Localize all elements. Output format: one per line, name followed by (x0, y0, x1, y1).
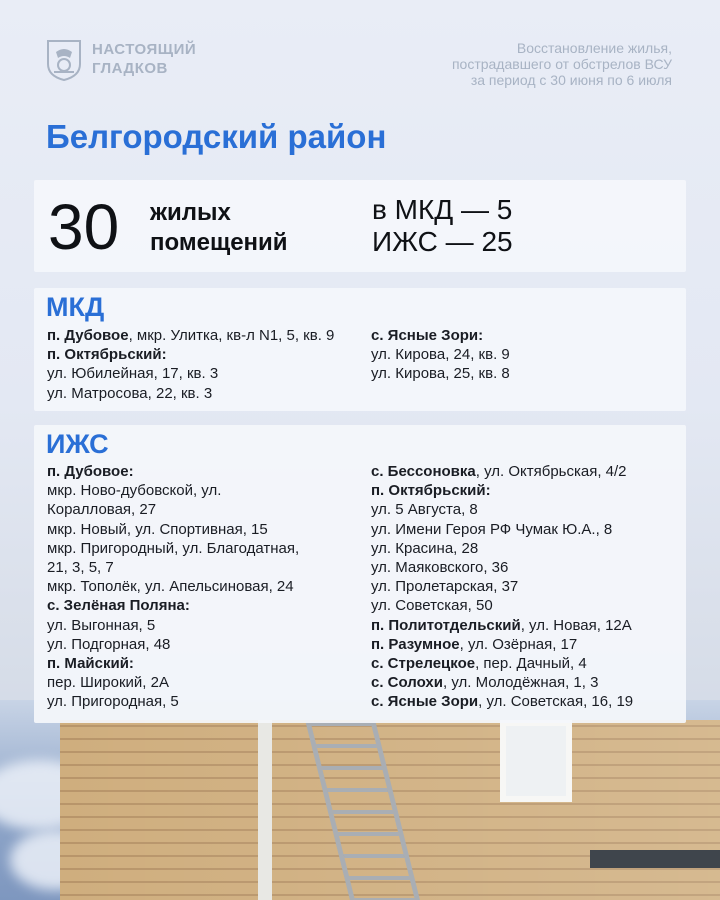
address-text: ул. Кирова, 24, кв. 9 (371, 346, 510, 364)
address-line (47, 558, 299, 577)
address-text: , ул. Октябрьская, 4/2 (475, 463, 627, 480)
address-line (47, 692, 299, 711)
address-text: пер. Широкий, 2А (47, 674, 169, 692)
address-text: ул. Подгорная, 48 (47, 635, 171, 653)
mkd-title: МКД (46, 292, 105, 322)
address-text: мкр. Тополёк, ул. Апельсиновая, 24 (47, 578, 294, 596)
window (500, 720, 572, 802)
address-text: 21, 3, 5, 7 (47, 559, 114, 577)
address-line (371, 635, 633, 654)
mkd-card (34, 288, 686, 411)
address-line (47, 635, 299, 654)
locality-name: п. Разумное (371, 635, 460, 653)
locality-name: с. Ясные Зори (371, 693, 479, 711)
dwelling-split (372, 194, 513, 258)
dwelling-count: 30 (48, 191, 120, 263)
locality-name: с. Зелёная Поляна: (47, 597, 190, 615)
address-line (47, 654, 299, 673)
address-text: ул. Матросова, 22, кв. 3 (47, 384, 213, 402)
address-line (47, 539, 299, 558)
brand-line-1: НАСТОЯЩИЙ (92, 41, 197, 58)
coat-of-arms-icon (46, 38, 82, 82)
izs-title: ИЖС (46, 429, 109, 459)
locality-name: п. Октябрьский: (371, 482, 491, 500)
address-line (47, 520, 299, 539)
address-text: ул. Выгонная, 5 (47, 616, 156, 634)
drain-pipe (258, 720, 272, 900)
address-line (371, 577, 633, 596)
address-text: , ул. Озёрная, 17 (459, 635, 578, 653)
address-line (371, 558, 633, 577)
izs-address-list-left (47, 462, 299, 712)
roof-edge (590, 850, 720, 868)
address-text: ул. 5 Августа, 8 (371, 501, 478, 519)
address-line (371, 364, 510, 383)
address-line (47, 384, 334, 403)
address-line (47, 673, 299, 692)
address-text: ул. Красина, 28 (371, 539, 479, 557)
address-text: , ул. Новая, 12А (520, 616, 632, 634)
address-line (371, 539, 633, 558)
brand-line-2: ГЛАДКОВ (92, 60, 168, 77)
address-line (371, 481, 633, 500)
address-text: , пер. Дачный, 4 (475, 655, 587, 673)
address-text: ул. Пригородная, 5 (47, 693, 179, 711)
locality-name: с. Бессоновка (371, 463, 476, 480)
subtitle-line-1: Восстановление жилья, (516, 40, 672, 56)
address-text: мкр. Новый, ул. Спортивная, 15 (47, 520, 268, 538)
address-line (47, 500, 299, 519)
mkd-count: в МКД — 5 (372, 194, 513, 225)
address-text: мкр. Пригородный, ул. Благодатная, (47, 539, 300, 557)
mkd-address-list-right (371, 326, 510, 384)
address-line (47, 345, 334, 364)
address-line (47, 462, 299, 481)
mkd-address-list-left (47, 326, 334, 403)
locality-name: п. Майский: (47, 655, 134, 673)
locality-name: с. Солохи (371, 674, 443, 692)
address-text: ул. Пролетарская, 37 (371, 578, 519, 596)
dwelling-label-line-2: помещений (150, 229, 288, 256)
izs-count: ИЖС — 25 (372, 226, 513, 257)
locality-name: п. Дубовое: (47, 463, 134, 480)
address-line (371, 345, 510, 364)
background-photo (0, 700, 720, 900)
summary-card (34, 180, 686, 272)
dwelling-label-line-1: жилых (150, 199, 231, 226)
locality-name: п. Октябрьский: (47, 346, 167, 364)
locality-name: с. Ясные Зори: (371, 327, 484, 344)
address-text: ул. Юбилейная, 17, кв. 3 (47, 365, 219, 383)
brand-name (92, 40, 196, 78)
address-line (47, 616, 299, 635)
address-line (371, 673, 633, 692)
address-text: ул. Маяковского, 36 (371, 559, 509, 577)
page-title: Белгородский район (46, 118, 387, 155)
address-line (47, 326, 334, 345)
address-text: ул. Кирова, 25, кв. 8 (371, 365, 510, 383)
locality-name: п. Политотдельский (371, 616, 521, 634)
locality-name: п. Дубовое (47, 327, 129, 344)
izs-address-list-right (371, 462, 633, 712)
izs-card (34, 425, 686, 723)
address-line (371, 500, 633, 519)
address-line (371, 462, 633, 481)
address-line (47, 596, 299, 615)
address-line (371, 520, 633, 539)
locality-name: с. Стрелецкое (371, 655, 476, 673)
address-line (47, 364, 334, 383)
address-line (47, 577, 299, 596)
address-line (371, 692, 633, 711)
address-text: , ул. Молодёжная, 1, 3 (442, 674, 599, 692)
address-line (371, 326, 510, 345)
address-text: ул. Имени Героя РФ Чумак Ю.А., 8 (371, 520, 613, 538)
dwelling-label (150, 198, 288, 258)
address-line (47, 481, 299, 500)
header (46, 36, 672, 92)
address-line (371, 654, 633, 673)
address-text: Коралловая, 27 (47, 501, 157, 519)
address-text: мкр. Ново-дубовской, ул. (47, 482, 222, 500)
address-line (371, 596, 633, 615)
address-line (371, 616, 633, 635)
header-subtitle (452, 40, 672, 88)
address-text: , ул. Советская, 16, 19 (478, 693, 634, 711)
address-text: , мкр. Улитка, кв-л N1, 5, кв. 9 (128, 327, 335, 344)
subtitle-line-3: за период с 30 июня по 6 июля (470, 72, 672, 88)
subtitle-line-2: пострадавшего от обстрелов ВСУ (451, 56, 672, 72)
address-text: ул. Советская, 50 (371, 597, 493, 615)
